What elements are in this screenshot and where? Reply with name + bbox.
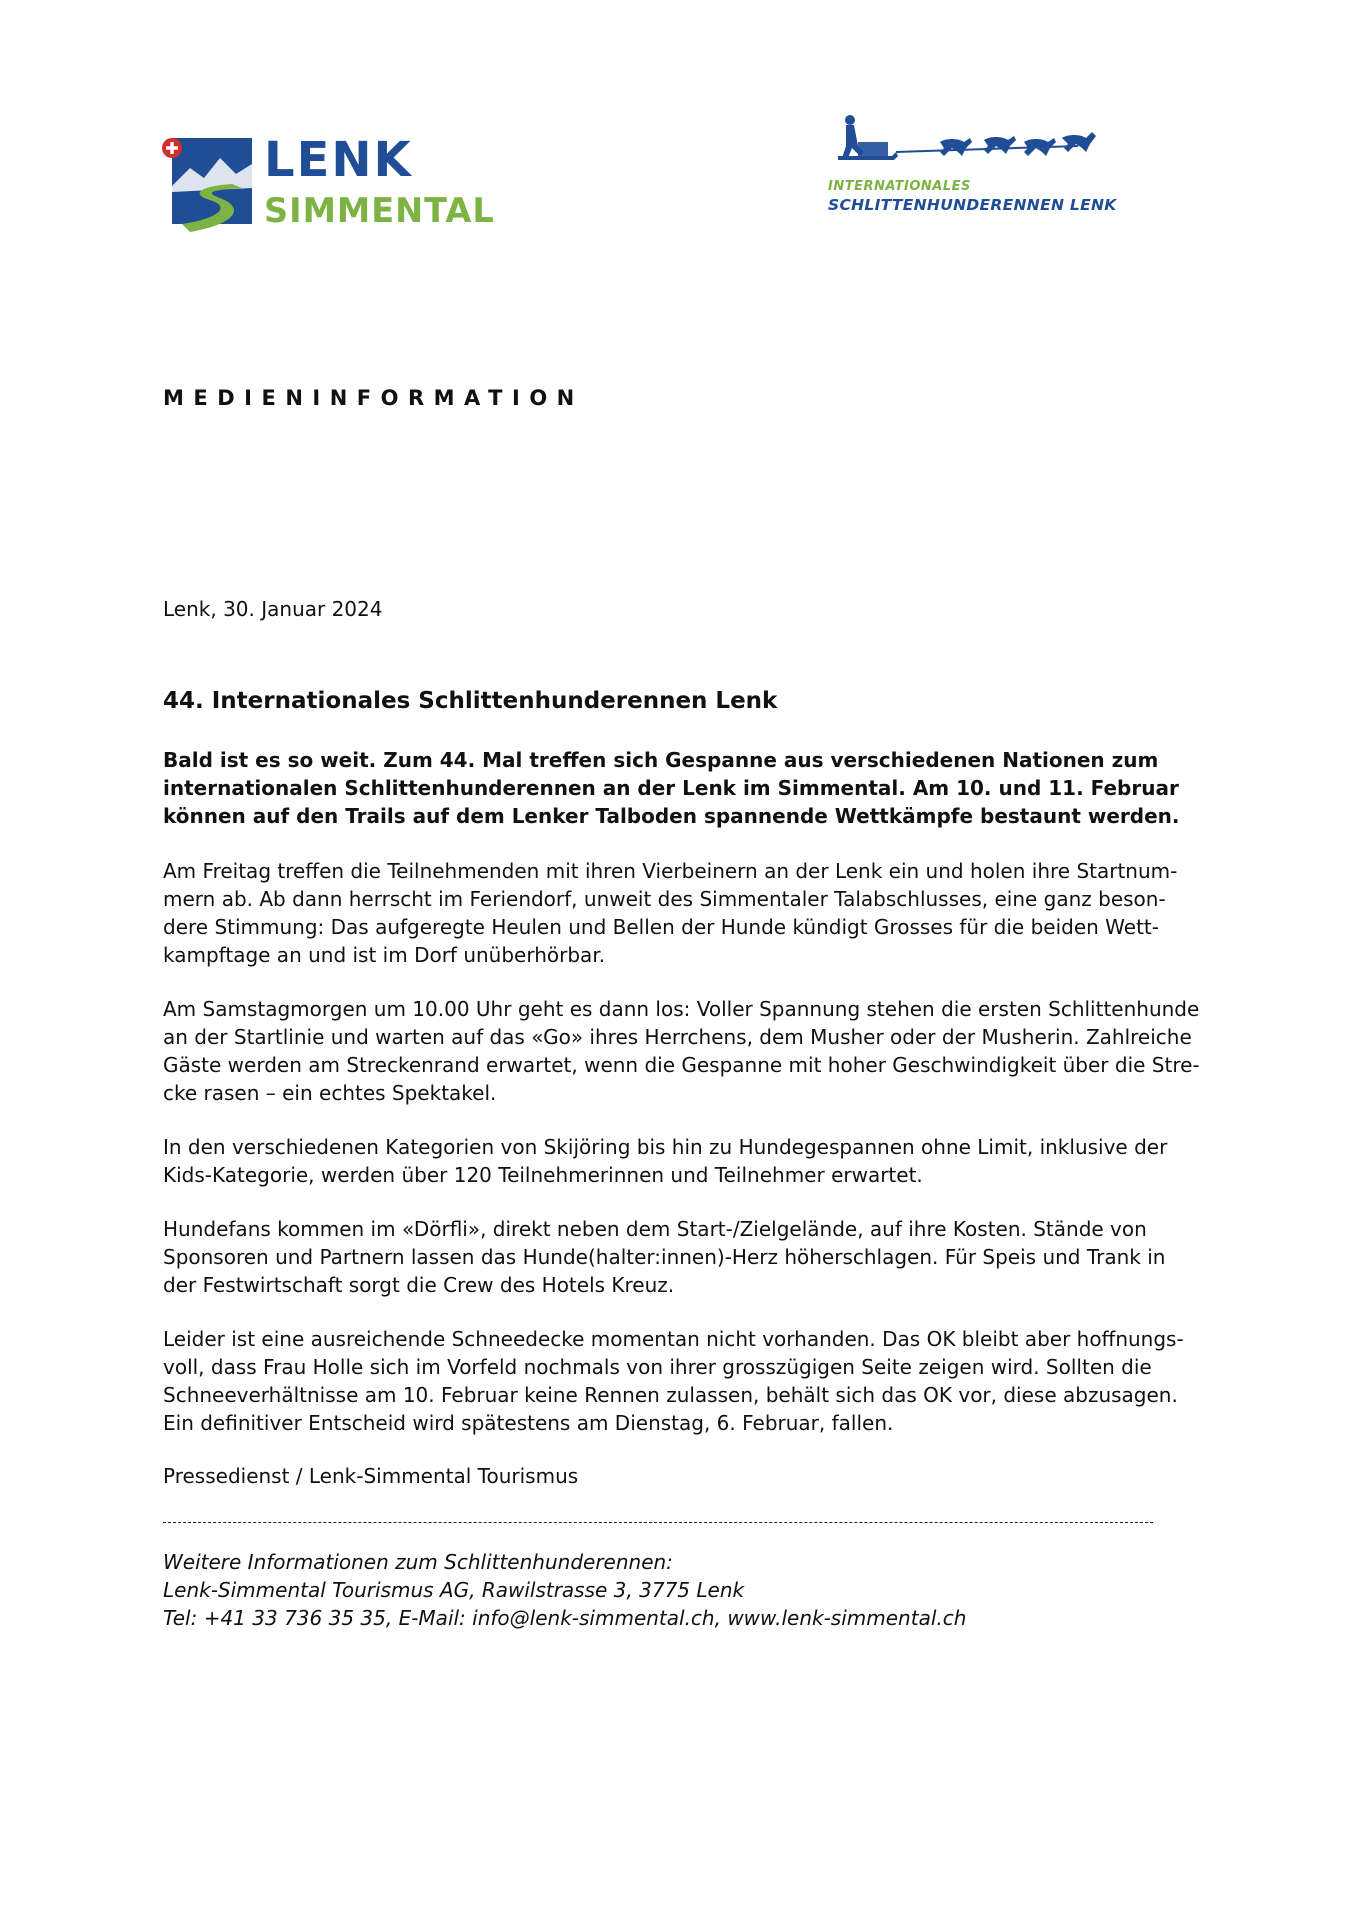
paragraph-line: cke rasen – ein echtes Spektakel.: [163, 1081, 497, 1105]
lenk-simmental-logo-mark: [160, 128, 530, 238]
schlittenhunderennen-logo: [828, 112, 1128, 222]
paragraph-line: Gäste werden am Streckenrand erwartet, wenn die Gespanne mit hoher Geschwindigkeit über die Stre-: [163, 1053, 1200, 1077]
paragraph-line: voll, dass Frau Holle sich im Vorfeld nochmals von ihrer grosszügigen Seite zeigen wird. Sollten die: [163, 1355, 1152, 1379]
dateline: Lenk, 30. Januar 2024: [163, 597, 383, 621]
paragraph-line: mern ab. Ab dann herrscht im Feriendorf, unweit des Simmentaler Talabschlusses, eine ganz beson-: [163, 887, 1166, 911]
logo-right-line1: INTERNATIONALES: [828, 179, 971, 194]
paragraph-line: Am Freitag treffen die Teilnehmenden mit ihren Vierbeinern an der Lenk ein und holen ihre Startnum-: [163, 859, 1178, 883]
paragraph-5: [163, 1325, 1223, 1437]
paragraph-2: [163, 995, 1223, 1107]
lead-line: internationalen Schlittenhunderennen an der Lenk im Simmental. Am 10. und 11. Februar: [163, 776, 1179, 800]
paragraph-line: kampftage an und ist im Dorf unüberhörbar.: [163, 943, 606, 967]
paragraph-line: Leider ist eine ausreichende Schneedecke momentan nicht vorhanden. Das OK bleibt aber hoffnungs-: [163, 1327, 1184, 1351]
paragraph-line: Hundefans kommen im «Dörfli», direkt neben dem Start-/Zielgelände, auf ihre Kosten. Stände von: [163, 1217, 1147, 1241]
document-type-label: MEDIENINFORMATION: [163, 386, 584, 410]
footer-line: Weitere Informationen zum Schlittenhunderennen:: [163, 1550, 673, 1574]
signature: Pressedienst / Lenk-Simmental Tourismus: [163, 1464, 579, 1488]
lead-paragraph: [163, 746, 1223, 830]
logo-right-line2: SCHLITTENHUNDERENNEN LENK: [828, 196, 1117, 214]
paragraph-line: dere Stimmung: Das aufgeregte Heulen und Bellen der Hunde kündigt Grosses für die beiden Wett-: [163, 915, 1159, 939]
footer-divider: [163, 1522, 1153, 1523]
paragraph-line: der Festwirtschaft sorgt die Crew des Hotels Kreuz.: [163, 1273, 675, 1297]
logo-left-word-simmental: SIMMENTAL: [264, 191, 495, 230]
paragraph-line: In den verschiedenen Kategorien von Skijöring bis hin zu Hundegespannen ohne Limit, inklusive der: [163, 1135, 1168, 1159]
paragraph-4: [163, 1215, 1223, 1299]
footer-contact: [163, 1548, 966, 1632]
logo-left-word-lenk: LENK: [264, 132, 413, 188]
paragraph-line: Kids-Kategorie, werden über 120 Teilnehmerinnen und Teilnehmer erwartet.: [163, 1163, 923, 1187]
footer-line: Lenk-Simmental Tourismus AG, Rawilstrasse 3, 3775 Lenk: [163, 1578, 745, 1602]
paragraph-1: [163, 857, 1223, 969]
lenk-simmental-logo: [160, 128, 530, 238]
lead-line: Bald ist es so weit. Zum 44. Mal treffen sich Gespanne aus verschiedenen Nationen zum: [163, 748, 1159, 772]
sled-dog-team-icon: [828, 112, 1128, 176]
footer-line: Tel: +41 33 736 35 35, E-Mail: info@lenk-simmental.ch, www.lenk-simmental.ch: [163, 1606, 967, 1630]
paragraph-line: Sponsoren und Partnern lassen das Hunde(halter:innen)-Herz höherschlagen. Für Speis und Trank in: [163, 1245, 1166, 1269]
lead-line: können auf den Trails auf dem Lenker Talboden spannende Wettkämpfe bestaunt werden.: [163, 804, 1180, 828]
paragraph-line: Ein definitiver Entscheid wird spätestens am Dienstag, 6. Februar, fallen.: [163, 1411, 894, 1435]
paragraph-3: [163, 1133, 1223, 1189]
paragraph-line: an der Startlinie und warten auf das «Go» ihres Herrchens, dem Musher oder der Musherin. Zahlreiche: [163, 1025, 1192, 1049]
paragraph-line: Am Samstagmorgen um 10.00 Uhr geht es dann los: Voller Spannung stehen die ersten Schlittenhunde: [163, 997, 1200, 1021]
page-title: 44. Internationales Schlittenhunderennen Lenk: [163, 688, 778, 714]
paragraph-line: Schneeverhältnisse am 10. Februar keine Rennen zulassen, behält sich das OK vor, diese abzusagen.: [163, 1383, 1178, 1407]
